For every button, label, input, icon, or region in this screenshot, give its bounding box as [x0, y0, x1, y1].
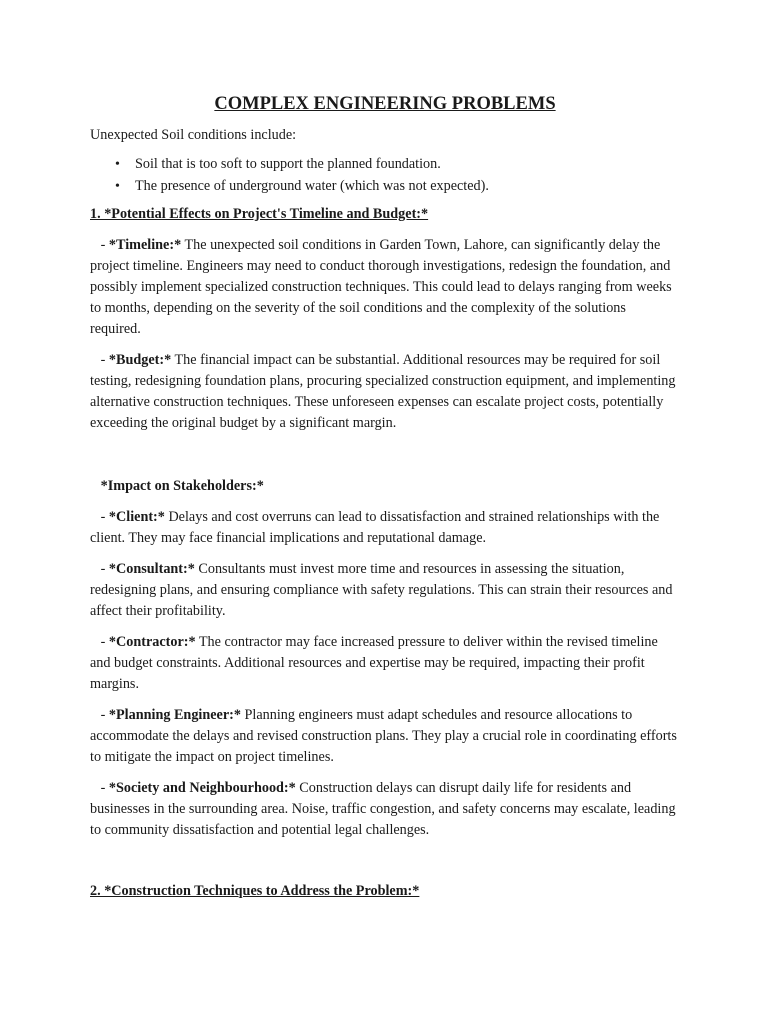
planning-engineer-label: *Planning Engineer:*: [108, 707, 241, 723]
budget-text: The financial impact can be substantial. Additional resources may be required for soil testing, redesigning foundation plans, procuring specialized construction equipment, and implementing alternative construction techniques. These unforeseen expenses can escalate project costs, potentially exceeding the original budget by a significant margin.: [90, 352, 676, 431]
blank-line: [90, 851, 680, 881]
contractor-text: The contractor may face increased pressure to deliver within the revised timeline and budget constraints. Additional resources and expertise may be required, impacting their profit margins.: [90, 634, 658, 692]
section-heading-timeline-budget: 1. *Potential Effects on Project's Timeline and Budget:*: [90, 206, 429, 222]
stakeholders-heading: [90, 476, 680, 497]
stakeholder-client: - *Client:* Delays and cost overruns can lead to dissatisfaction and strained relationships with the client. They may face financial implications and reputational damage.: [90, 509, 660, 546]
society-text: Construction delays can disrupt daily life for residents and businesses in the surrounding area. Noise, traffic congestion, and safety concerns may escalate, leading to community dissatisfaction and potential legal challenges.: [90, 780, 676, 838]
list-item: • Soil that is too soft to support the planned foundation.: [135, 154, 680, 176]
client-label: *Client:*: [108, 509, 165, 525]
stakeholder-society: - *Society and Neighbourhood:* Construction delays can disrupt daily life for residents and businesses in the surrounding area. Noise, traffic congestion, and safety concerns may escalate, leading to community dissatisfaction and potential legal challenges.: [90, 780, 676, 838]
budget-label: *Budget:*: [108, 352, 172, 368]
stakeholder-planning-engineer: - *Planning Engineer:* Planning engineers must adapt schedules and resource allocations to accommodate the delays and revised construction plans. They play a crucial role in coordinating efforts to mitigate the impact on project timelines.: [90, 707, 677, 765]
stakeholders-heading-text: *Impact on Stakeholders:*: [100, 478, 264, 494]
blank-line: [90, 444, 680, 476]
document-page: [90, 92, 680, 912]
stakeholder-contractor: - *Contractor:* The contractor may face increased pressure to deliver within the revised timeline and budget constraints. Additional resources and expertise may be required, impacting their profit margins.: [90, 634, 658, 692]
consultant-label: *Consultant:*: [108, 561, 195, 577]
stakeholder-consultant: - *Consultant:* Consultants must invest more time and resources in assessing the situation, redesigning plans, and ensuring compliance with safety regulations. This can strain their resources and affect their profitability.: [90, 561, 673, 619]
society-label: *Society and Neighbourhood:*: [108, 780, 296, 796]
budget-paragraph: - *Budget:* The financial impact can be substantial. Additional resources may be required for soil testing, redesigning foundation plans, procuring specialized construction equipment, and implementing alternative construction techniques. These unforeseen expenses can escalate project costs, potentially exceeding the original budget by a significant margin.: [90, 352, 676, 431]
timeline-label: *Timeline:*: [108, 237, 182, 253]
page-title: COMPLEX ENGINEERING PROBLEMS: [214, 94, 556, 114]
section-heading-construction-techniques: 2. *Construction Techniques to Address the Problem:*: [90, 883, 420, 899]
contractor-label: *Contractor:*: [108, 634, 196, 650]
consultant-text: Consultants must invest more time and resources in assessing the situation, redesigning plans, and ensuring compliance with safety regulations. This can strain their resources and affect their profitability.: [90, 561, 673, 619]
list-item: • The presence of underground water (which was not expected).: [135, 176, 680, 198]
client-text: Delays and cost overruns can lead to dissatisfaction and strained relationships with the client. They may face financial implications and reputational damage.: [90, 509, 660, 546]
timeline-paragraph: - *Timeline:* The unexpected soil conditions in Garden Town, Lahore, can significantly delay the project timeline. Engineers may need to conduct thorough investigations, redesign the foundation, and possibly implement specialized construction techniques. This could lead to delays ranging from weeks to months, depending on the severity of the soil conditions and the complexity of the solutions required.: [90, 237, 672, 337]
planning-engineer-text: Planning engineers must adapt schedules and resource allocations to accommodate the delays and revised construction plans. They play a crucial role in coordinating efforts to mitigate the impact on project timelines.: [90, 707, 677, 765]
timeline-text: The unexpected soil conditions in Garden Town, Lahore, can significantly delay the project timeline. Engineers may need to conduct thorough investigations, redesign the foundation, and possibly implement specialized construction techniques. This could lead to delays ranging from weeks to months, depending on the severity of the soil conditions and the complexity of the solutions required.: [90, 237, 672, 337]
soil-conditions-list: [90, 154, 680, 197]
intro-text: Unexpected Soil conditions include:: [90, 127, 297, 143]
